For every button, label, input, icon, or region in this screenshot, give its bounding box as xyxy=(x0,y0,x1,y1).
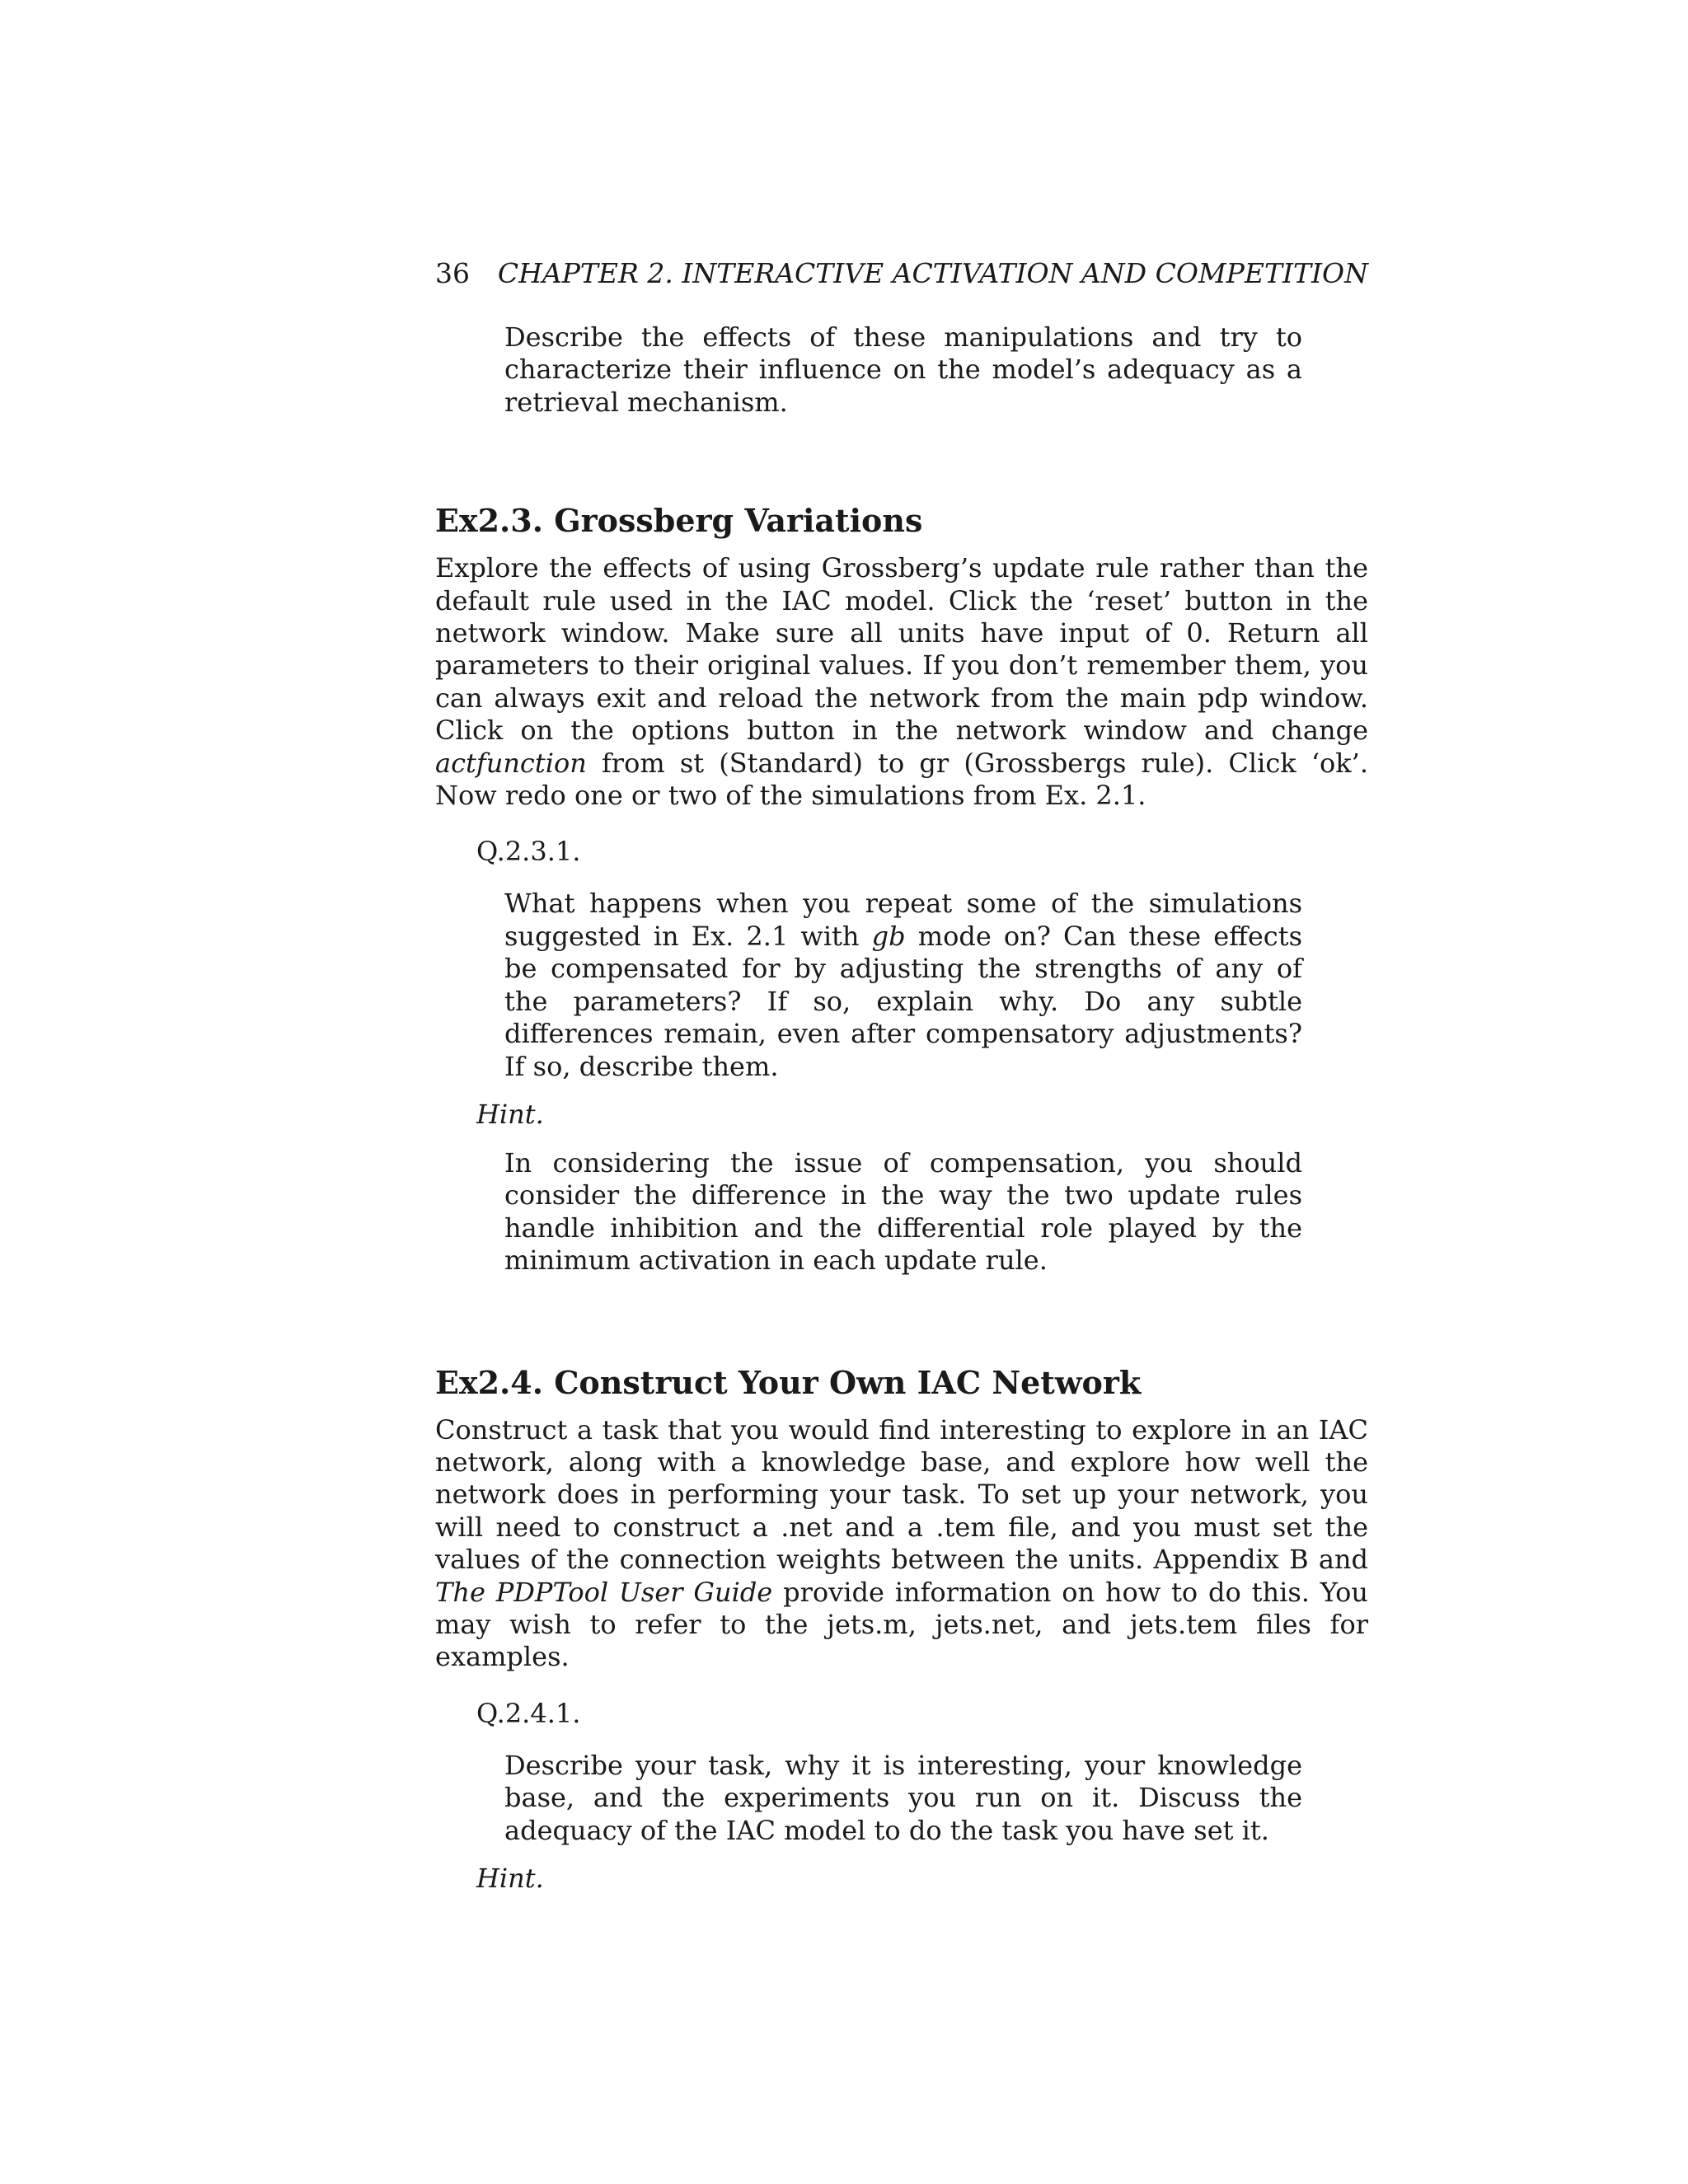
page-number: 36 xyxy=(435,257,470,289)
running-head xyxy=(435,255,1368,292)
chapter-title: CHAPTER 2. INTERACTIVE ACTIVATION AND COMPETITION xyxy=(497,257,1368,289)
pdptool-user-guide-title: The PDPTool User Guide xyxy=(435,1576,773,1608)
page xyxy=(435,255,1368,1895)
ex23-paragraph xyxy=(435,552,1368,812)
ex24-paragraph-part-2: provide information on how to do this. You may wish to refer to the jets.m, jets.net, and jets.tem files for examples. xyxy=(435,1576,1369,1673)
ex24-paragraph-part-1: Construct a task that you would find interesting to explore in an IAC network, along with a knowledge base, and explore how well the network does in performing your task. To set up your network, you will need to construct a .net and a .tem file, and you must set the values of the connection weights between the units. Appendix B and xyxy=(435,1413,1368,1576)
hint-label-q231: Hint. xyxy=(476,1098,544,1130)
actfunction-term: actfunction xyxy=(435,747,587,779)
question-label-q231: Q.2.3.1. xyxy=(476,836,581,868)
gb-term: gb xyxy=(871,920,906,952)
ex23-paragraph-part-2: from st (Standard) to gr (Grossbergs rule). Click ‘ok’. Now redo one or two of the simulations from Ex. 2.1. xyxy=(435,747,1368,812)
ex24-paragraph xyxy=(435,1414,1368,1674)
question-q231-text xyxy=(504,888,1302,1082)
section-heading-ex23: Ex2.3. Grossberg Variations xyxy=(435,502,923,540)
intro-paragraph: Describe the effects of these manipulations and try to characterize their influence on the model’s adequacy as a retrieval mechanism. xyxy=(504,321,1302,418)
ex23-paragraph-part-1: Explore the effects of using Grossberg’s update rule rather than the default rule used in the IAC model. Click the ‘reset’ button in the network window. Make sure all units have input of 0. Return all parameters to their original values. If you don’t remember them, you can always exit and reload the network from the main pdp window. Click on the options button in the network window and change xyxy=(435,552,1368,747)
hint-q231-text: In considering the issue of compensation, you should consider the difference in the way the two update rules handle inhibition and the differential role played by the minimum activation in each update rule. xyxy=(504,1146,1302,1277)
question-label-q241: Q.2.4.1. xyxy=(476,1697,581,1729)
q231-text-part-2: mode on? Can these effects be compensated for by adjusting the strengths of any of the parameters? If so, explain why. Do any subtle differences remain, even after compensatory adjustments? If so, describe them. xyxy=(504,920,1303,1082)
q231-text-part-1: What happens when you repeat some of the simulations suggested in Ex. 2.1 with xyxy=(504,888,1302,952)
question-q241-text: Describe your task, why it is interesting, your knowledge base, and the experiments you run on it. Discuss the adequacy of the IAC model to do the task you have set it. xyxy=(504,1749,1302,1846)
hint-label-q241: Hint. xyxy=(476,1863,544,1894)
section-heading-ex24: Ex2.4. Construct Your Own IAC Network xyxy=(435,1363,1142,1401)
